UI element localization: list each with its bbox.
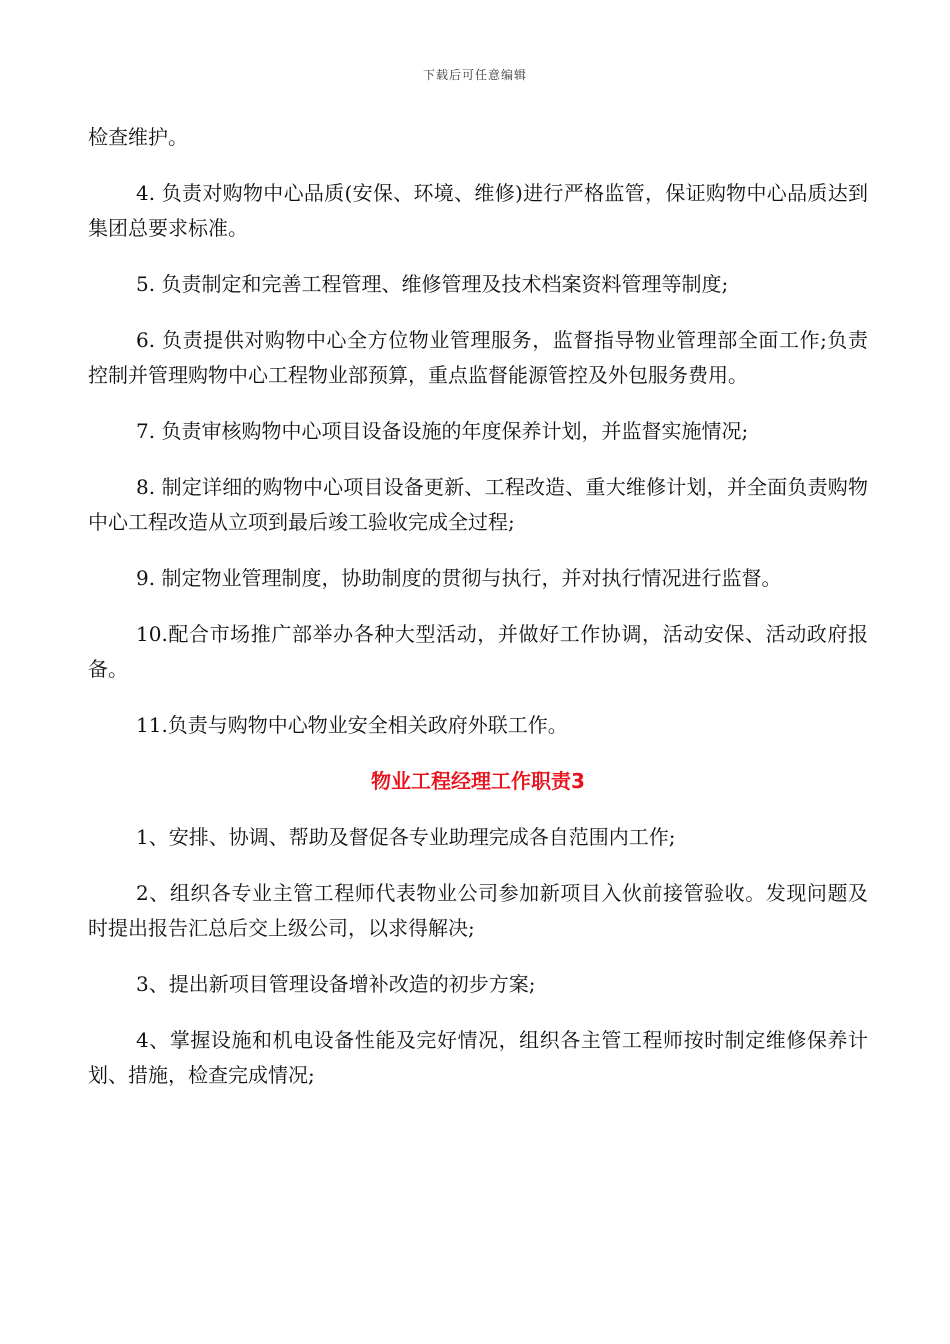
paragraph-item-4: 4. 负责对购物中心品质(安保、环境、维修)进行严格监管，保证购物中心品质达到集团总要求标准。: [88, 181, 868, 240]
paragraph-item-10: 10.配合市场推广部举办各种大型活动，并做好工作协调，活动安保、活动政府报备。: [88, 622, 868, 681]
document-body: [88, 120, 868, 1114]
duty-item-1: 1、安排、协调、帮助及督促各专业助理完成各自范围内工作;: [136, 825, 676, 849]
duty-item-4: 4、掌握设施和机电设备性能及完好情况，组织各主管工程师按时制定维修保养计划、措施，检查完成情况;: [88, 1028, 868, 1087]
duty-item-2: 2、组织各专业主管工程师代表物业公司参加新项目入伙前接管验收。发现问题及时提出报告汇总后交上级公司，以求得解决;: [88, 881, 868, 940]
paragraph-item-6: 6. 负责提供对购物中心全方位物业管理服务，监督指导物业管理部全面工作;负责控制并管理购物中心工程物业部预算，重点监督能源管控及外包服务费用。: [88, 328, 868, 387]
paragraph-item-8: 8. 制定详细的购物中心项目设备更新、工程改造、重大维修计划，并全面负责购物中心工程改造从立项到最后竣工验收完成全过程;: [88, 475, 868, 534]
paragraph-item-11: 11.负责与购物中心物业安全相关政府外联工作。: [136, 713, 568, 737]
page-header: 下载后可任意编辑: [422, 68, 527, 82]
paragraph-continuation: 检查维护。: [88, 125, 188, 149]
section-heading: 物业工程经理工作职责3: [371, 769, 585, 793]
paragraph-item-9: 9. 制定物业管理制度，协助制度的贯彻与执行，并对执行情况进行监督。: [136, 566, 782, 590]
duty-item-3: 3、提出新项目管理设备增补改造的初步方案;: [136, 972, 536, 996]
paragraph-item-7: 7. 负责审核购物中心项目设备设施的年度保养计划，并监督实施情况;: [136, 419, 749, 443]
paragraph-item-5: 5. 负责制定和完善工程管理、维修管理及技术档案资料管理等制度;: [136, 272, 729, 296]
